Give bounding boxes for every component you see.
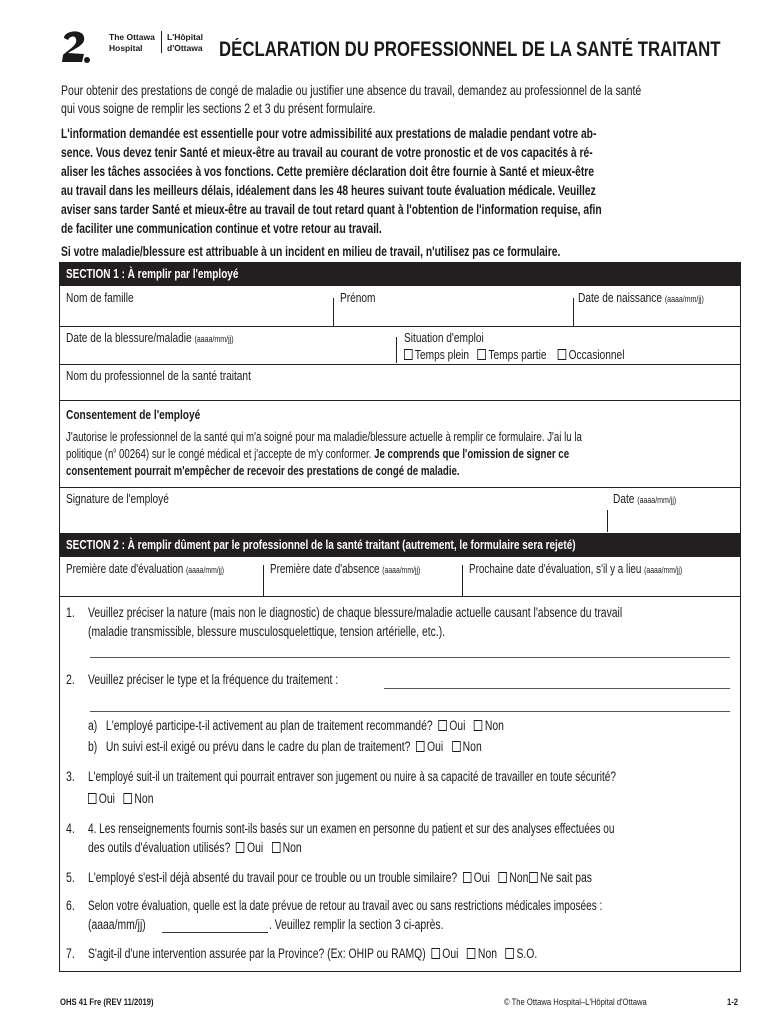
form-id: OHS 41 Fre (REV 11/2019)	[60, 997, 154, 1007]
q2-number: 2.	[66, 672, 75, 687]
intro-bold-line: aliser les tâches associées à vos fonctions. Cette première déclaration doit être fournie à Santé et mieux-être	[61, 163, 595, 179]
first-eval-field[interactable]	[60, 578, 262, 596]
intro-line: Pour obtenir des prestations de congé de maladie ou justifier une absence du travail, demandez au professionnel de la santé	[61, 82, 642, 98]
employment-options: Temps plein Temps partie Occasionnel	[404, 347, 624, 362]
first-absence-field[interactable]	[265, 578, 461, 596]
logo-text-en: The Ottawa Hospital	[109, 32, 155, 53]
signature-date-label: Date (aaaa/mm/jj)	[613, 491, 677, 506]
intro-line: qui vous soigne de remplir les sections 2 et 3 du présent formulaire.	[61, 100, 376, 116]
first-name-field[interactable]	[335, 308, 572, 326]
q2b-yes-checkbox[interactable]	[416, 741, 424, 752]
q3-number: 3.	[66, 769, 75, 784]
q7-row: S'agit-il d'une intervention assurée par la Province? (Ex: OHIP ou RAMQ) Oui Non S.O.	[88, 946, 538, 961]
signature-date-field[interactable]	[609, 506, 739, 532]
first-absence-label: Première date d'absence (aaaa/mm/jj)	[270, 561, 421, 576]
q2b-row: b) Un suivi est-il exigé ou prévu dans le cadre du plan de traitement? Oui Non	[88, 739, 482, 754]
employment-label: Situation d'emploi	[404, 330, 484, 345]
q2-answer-line-2[interactable]	[90, 711, 730, 712]
logo-text-fr: L'Hôpital d'Ottawa	[167, 32, 204, 53]
q4-yes-checkbox[interactable]	[236, 842, 244, 853]
intro-bold-line: de faciliter une communication continue et votre retour au travail.	[61, 220, 382, 236]
q2-answer-line[interactable]	[384, 688, 730, 689]
q3-yes-checkbox[interactable]	[88, 793, 96, 804]
q3-no-checkbox[interactable]	[124, 793, 132, 804]
q3-options: Oui Non	[88, 791, 153, 806]
emp-casual-checkbox[interactable]	[558, 349, 567, 360]
copyright: © The Ottawa Hospital–L'Hôpital d'Ottawa	[504, 997, 647, 1007]
q4-number: 4.	[66, 821, 75, 836]
injury-date-label: Date de la blessure/maladie (aaaa/mm/jj)	[66, 330, 234, 345]
professional-name-label: Nom du professionnel de la santé traitant	[66, 368, 251, 383]
dob-field[interactable]	[575, 308, 738, 326]
q1-answer-line[interactable]	[90, 657, 730, 658]
section2-header: SECTION 2 : À remplir dûment par le professionnel de la santé traitant (autrement, le formulaire sera rejeté)	[59, 533, 741, 557]
first-name-label: Prénom	[340, 290, 376, 305]
section1-header: SECTION 1 : À remplir par l'employé	[59, 262, 741, 286]
q5-unknown-checkbox[interactable]	[529, 872, 537, 883]
consent-title: Consentement de l'employé	[66, 407, 201, 422]
q4-text: 4. Les renseignements fournis sont-ils basés sur un examen en personne du patient et sur des analyses effectuées ou	[88, 821, 615, 836]
emp-part-checkbox[interactable]	[477, 349, 486, 360]
q6-return-date-field[interactable]	[162, 932, 268, 933]
next-eval-field[interactable]	[464, 578, 739, 596]
consent-text: politique ($n^o$ 00264) sur le congé médical et j'accepte de m'y conformer. Je comprends que l'omission de signer ce	[66, 446, 570, 461]
intro-bold-line: L'information demandée est essentielle pour votre admissibilité aux prestations de maladie pendant votre ab-	[61, 125, 597, 141]
intro-bold-line: aviser sans tarder Santé et mieux-être au travail de tout retard quant à l'obtention de l'information requise, afin	[61, 201, 602, 217]
q6-number: 6.	[66, 898, 75, 913]
last-name-label: Nom de famille	[66, 290, 134, 305]
q4-row2: des outils d'évaluation utilisés? Oui Non	[88, 840, 302, 855]
consent-text: J'autorise le professionnel de la santé qui m'a soigné pour ma maladie/blessure actuelle à remplir ce formulaire. J'ai lu la	[66, 429, 582, 444]
q5-no-checkbox[interactable]	[499, 872, 507, 883]
professional-name-field[interactable]	[60, 384, 740, 400]
workplace-incident-note: Si votre maladie/blessure est attribuable à un incident en milieu de travail, n'utilisez pas ce formulaire.	[61, 243, 561, 259]
next-eval-label: Prochaine date d'évaluation, s'il y a lieu (aaaa/mm/jj)	[469, 561, 683, 576]
q7-number: 7.	[66, 946, 75, 961]
hospital-logo	[58, 28, 218, 68]
intro-bold-line: sence. Vous devez tenir Santé et mieux-être au travail au courant de votre pronostic et de vos capacités à ré-	[61, 144, 593, 160]
q2a-row: a) L'employé participe-t-il activement au plan de traitement recommandé? Oui Non	[88, 718, 504, 733]
hospital-logo-icon	[58, 28, 96, 68]
q6-text: Selon votre évaluation, quelle est la date prévue de retour au travail avec ou sans restrictions médicales imposées :	[88, 898, 603, 913]
first-eval-label: Première date d'évaluation (aaaa/mm/jj)	[66, 561, 224, 576]
q7-yes-checkbox[interactable]	[432, 948, 440, 959]
q6-text-suffix: . Veuillez remplir la section 3 ci-après.	[269, 917, 444, 932]
q5-number: 5.	[66, 870, 75, 885]
injury-date-field[interactable]	[60, 346, 395, 364]
q4-no-checkbox[interactable]	[272, 842, 280, 853]
q7-na-checkbox[interactable]	[506, 948, 514, 959]
last-name-field[interactable]	[60, 308, 333, 326]
q1-number: 1.	[66, 605, 75, 620]
signature-field[interactable]	[60, 506, 606, 532]
q6-date-prefix: (aaaa/mm/jj)	[88, 917, 146, 932]
signature-label: Signature de l'employé	[66, 491, 169, 506]
q2a-yes-checkbox[interactable]	[438, 720, 446, 731]
q2b-no-checkbox[interactable]	[452, 741, 460, 752]
q2a-no-checkbox[interactable]	[474, 720, 482, 731]
q5-row: L'employé s'est-il déjà absenté du travail pour ce trouble ou un trouble similaire? Oui Non Ne sait pas	[88, 870, 592, 885]
q7-no-checkbox[interactable]	[467, 948, 475, 959]
q5-yes-checkbox[interactable]	[463, 872, 471, 883]
emp-full-checkbox[interactable]	[404, 349, 413, 360]
page-number: 1-2	[727, 997, 739, 1007]
q1-text: (maladie transmissible, blessure musculosquelettique, tension artérielle, etc.).	[88, 624, 446, 639]
q3-text: L'employé suit-il un traitement qui pourrait entraver son jugement ou nuire à sa capacité de travailler en toute sécurité?	[88, 769, 616, 784]
page-title: DÉCLARATION DU PROFESSIONNEL DE LA SANTÉ TRAITANT	[219, 38, 721, 61]
q2-text: Veuillez préciser le type et la fréquence du traitement :	[88, 672, 339, 687]
q1-text: Veuillez préciser la nature (mais non le diagnostic) de chaque blessure/maladie actuelle causant l'absence du travail	[88, 605, 623, 620]
intro-bold-line: au travail dans les meilleurs délais, idéalement dans les 48 heures suivant toute évaluation médicale. Veuillez	[61, 182, 596, 198]
dob-label: Date de naissance (aaaa/mm/jj)	[578, 290, 704, 305]
consent-text-bold: consentement pourrait m'empêcher de recevoir des prestations de congé de maladie.	[66, 463, 460, 478]
